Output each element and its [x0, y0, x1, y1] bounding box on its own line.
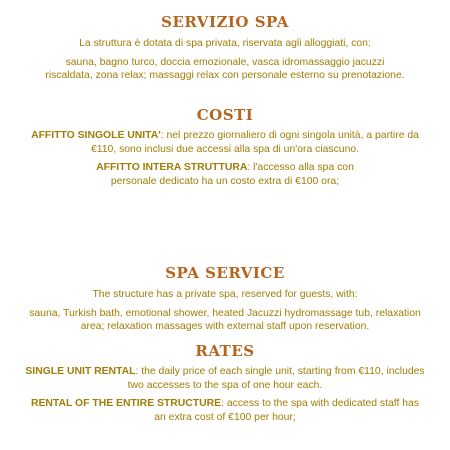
en-entire-structure-text: : access to the spa with dedicated staff has an extra cost of €100 per hour; — [154, 398, 420, 423]
costi-heading: COSTI — [196, 106, 254, 124]
en-intro-text: The structure has a private spa, reserved for guests, with: — [92, 289, 358, 300]
it-entire-structure-paragraph — [75, 161, 375, 188]
en-entire-structure-paragraph — [25, 397, 425, 424]
it-intro-text: La struttura è dotata di spa privata, riservata agli alloggiati, con: — [79, 38, 371, 49]
en-services-text: sauna, Turkish bath, emotional shower, heated Jacuzzi hydromassage tub, relaxation area; relaxation massages with external staff upon reservation. — [29, 307, 421, 332]
it-entire-structure-label: AFFITTO INTERA STRUTTURA — [96, 162, 248, 173]
italian-section — [0, 13, 450, 83]
en-rates-section — [0, 342, 450, 424]
en-single-unit-paragraph — [25, 365, 425, 392]
en-single-unit-label: SINGLE UNIT RENTAL — [25, 366, 136, 377]
it-costs-section — [0, 106, 450, 188]
servizio-spa-heading: SERVIZIO SPA — [161, 13, 289, 31]
en-entire-structure-label: RENTAL OF THE ENTIRE STRUCTURE — [30, 398, 222, 409]
it-entire-structure-text: : l'accesso alla spa con personale dedicato ha un costo extra di €100 ora; — [110, 162, 354, 187]
english-section — [0, 264, 450, 334]
spa-service-heading: SPA SERVICE — [165, 264, 285, 282]
en-single-unit-text: : the daily price of each single unit, starting from €110, includes two accesses to the spa of one hour each. — [127, 366, 425, 391]
it-single-unit-text: : nel prezzo giornaliero di ogni singola unità, a partire da €110, sono inclusi due accessi alla spa di un'ora ciascuno. — [90, 130, 419, 155]
it-single-unit-paragraph — [20, 129, 430, 156]
it-single-unit-label: AFFITTO SINGOLE UNITA' — [31, 130, 161, 141]
rates-heading: RATES — [195, 342, 255, 360]
it-services-text: sauna, bagno turco, doccia emozionale, vasca idromassaggio jacuzzi riscaldata, zona relax; massaggi relax con personale esterno su prenotazione. — [45, 56, 405, 81]
